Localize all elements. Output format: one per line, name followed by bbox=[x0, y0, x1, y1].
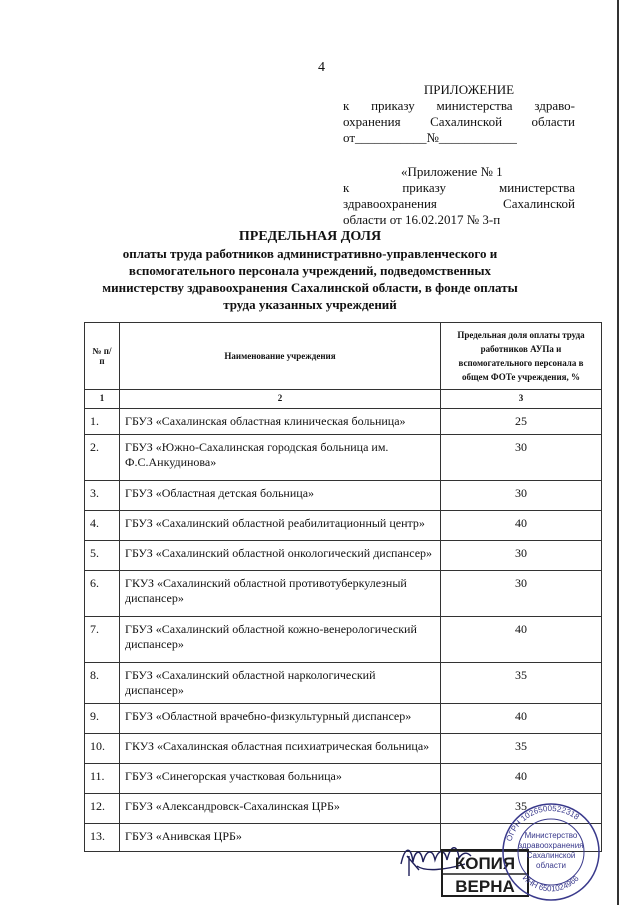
institution-name: ГБУЗ «Синегорская участковая больница» bbox=[120, 764, 441, 794]
share-value: 40 bbox=[441, 704, 602, 734]
index-cell: 1 bbox=[85, 390, 120, 409]
title-line-2: вспомогательного персонала учреждений, подведомственных bbox=[128, 263, 492, 278]
table-row bbox=[85, 734, 602, 764]
seal-org-3: Сахалинской bbox=[526, 851, 576, 860]
institution-name: ГБУЗ «Областной врачебно-физкультурный диспансер» bbox=[120, 704, 441, 734]
share-value: 40 bbox=[441, 511, 602, 541]
table-row bbox=[85, 409, 602, 435]
table-row bbox=[85, 511, 602, 541]
share-value: 30 bbox=[441, 541, 602, 571]
appendix-line-2: охранения Сахалинской области bbox=[343, 114, 575, 129]
share-value: 25 bbox=[441, 409, 602, 435]
share-value: 30 bbox=[441, 435, 602, 481]
row-number: 9. bbox=[85, 704, 120, 734]
institution-name: ГБУЗ «Анивская ЦРБ» bbox=[120, 824, 441, 852]
table-row bbox=[85, 541, 602, 571]
row-number: 8. bbox=[85, 663, 120, 704]
row-number: 10. bbox=[85, 734, 120, 764]
row-number: 12. bbox=[85, 794, 120, 824]
header-name: Наименование учреждения bbox=[120, 323, 441, 390]
share-value: 35 bbox=[441, 794, 602, 824]
share-value: 40 bbox=[441, 764, 602, 794]
table-row bbox=[85, 704, 602, 734]
row-number: 3. bbox=[85, 481, 120, 511]
institution-name: ГБУЗ «Сахалинский областной реабилитационный центр» bbox=[120, 511, 441, 541]
copy-stamp-bottom: ВЕРНА bbox=[455, 877, 515, 896]
appendix-date-line: от___________№____________ bbox=[343, 130, 517, 145]
institution-name: ГКУЗ «Сахалинский областной противотуберкулезный диспансер» bbox=[120, 571, 441, 617]
share-value: 40 bbox=[441, 617, 602, 663]
row-number: 6. bbox=[85, 571, 120, 617]
institution-name: ГБУЗ «Областная детская больница» bbox=[120, 481, 441, 511]
row-number: 4. bbox=[85, 511, 120, 541]
index-cell: 2 bbox=[120, 390, 441, 409]
row-number: 5. bbox=[85, 541, 120, 571]
table-row bbox=[85, 571, 602, 617]
seal-org-1: Министерство bbox=[524, 831, 578, 840]
share-value: 30 bbox=[441, 481, 602, 511]
institution-name: ГБУЗ «Сахалинский областной наркологический диспансер» bbox=[120, 663, 441, 704]
institution-name: ГБУЗ «Сахалинский областной кожно-венерологический диспансер» bbox=[120, 617, 441, 663]
institution-name: ГКУЗ «Сахалинская областная психиатрическая больница» bbox=[120, 734, 441, 764]
table-row bbox=[85, 663, 602, 704]
appendix-title: ПРИЛОЖЕНИЕ bbox=[423, 82, 515, 97]
title-line-4: труда указанных учреждений bbox=[223, 297, 397, 312]
table-row bbox=[85, 435, 602, 481]
table-index-row bbox=[85, 390, 602, 409]
title-heading: ПРЕДЕЛЬНАЯ ДОЛЯ bbox=[238, 229, 382, 244]
share-value: 35 bbox=[441, 734, 602, 764]
seal-org-4: области bbox=[536, 861, 566, 870]
quote-line-2: здравоохранения Сахалинской bbox=[343, 196, 575, 211]
appendix-block bbox=[343, 82, 575, 228]
institution-name: ГБУЗ «Александровск-Сахалинская ЦРБ» bbox=[120, 794, 441, 824]
table-row bbox=[85, 764, 602, 794]
quote-line-3: области от 16.02.2017 № 3-п bbox=[343, 212, 501, 227]
row-number: 1. bbox=[85, 409, 120, 435]
table-row bbox=[85, 617, 602, 663]
seal-ogrn: ОГРН 1026500522318 bbox=[504, 803, 581, 843]
institutions-table bbox=[84, 322, 602, 852]
institution-name: ГБУЗ «Южно-Сахалинская городская больница им. Ф.С.Анкудинова» bbox=[120, 435, 441, 481]
row-number: 7. bbox=[85, 617, 120, 663]
table-header-row bbox=[85, 323, 602, 390]
appendix-line-1: к приказу министерства здраво- bbox=[343, 98, 575, 113]
institution-name: ГБУЗ «Сахалинская областная клиническая больница» bbox=[120, 409, 441, 435]
quote-line-1: к приказу министерства bbox=[343, 180, 575, 195]
header-value: Предельная доля оплаты труда работников АУПа и вспомогательного персонала в общем ФОТе учреждения, % bbox=[441, 323, 602, 390]
page-right-border bbox=[617, 0, 619, 905]
row-number: 2. bbox=[85, 435, 120, 481]
document-title bbox=[100, 228, 520, 313]
share-value: 30 bbox=[441, 571, 602, 617]
quote-title: «Приложение № 1 bbox=[401, 164, 503, 179]
row-number: 13. bbox=[85, 824, 120, 852]
row-number: 11. bbox=[85, 764, 120, 794]
index-cell: 3 bbox=[441, 390, 602, 409]
title-line-3: министерству здравоохранения Сахалинской области, в фонде оплаты bbox=[102, 280, 518, 295]
copy-stamp-top: КОПИЯ bbox=[454, 854, 516, 873]
page-number: 4 bbox=[318, 60, 325, 75]
svg-text:ИНН 6501024966 bbox=[521, 873, 581, 893]
official-seal bbox=[496, 800, 606, 905]
header-num: № п/п bbox=[85, 323, 120, 390]
institution-name: ГБУЗ «Сахалинский областной онкологический диспансер» bbox=[120, 541, 441, 571]
seal-inn: ИНН 6501024966 bbox=[520, 873, 581, 894]
seal-org-2: здравоохранения bbox=[518, 841, 584, 850]
table-row bbox=[85, 481, 602, 511]
share-value: 35 bbox=[441, 663, 602, 704]
title-line-1: оплаты труда работников административно-управленческого и bbox=[122, 246, 498, 261]
